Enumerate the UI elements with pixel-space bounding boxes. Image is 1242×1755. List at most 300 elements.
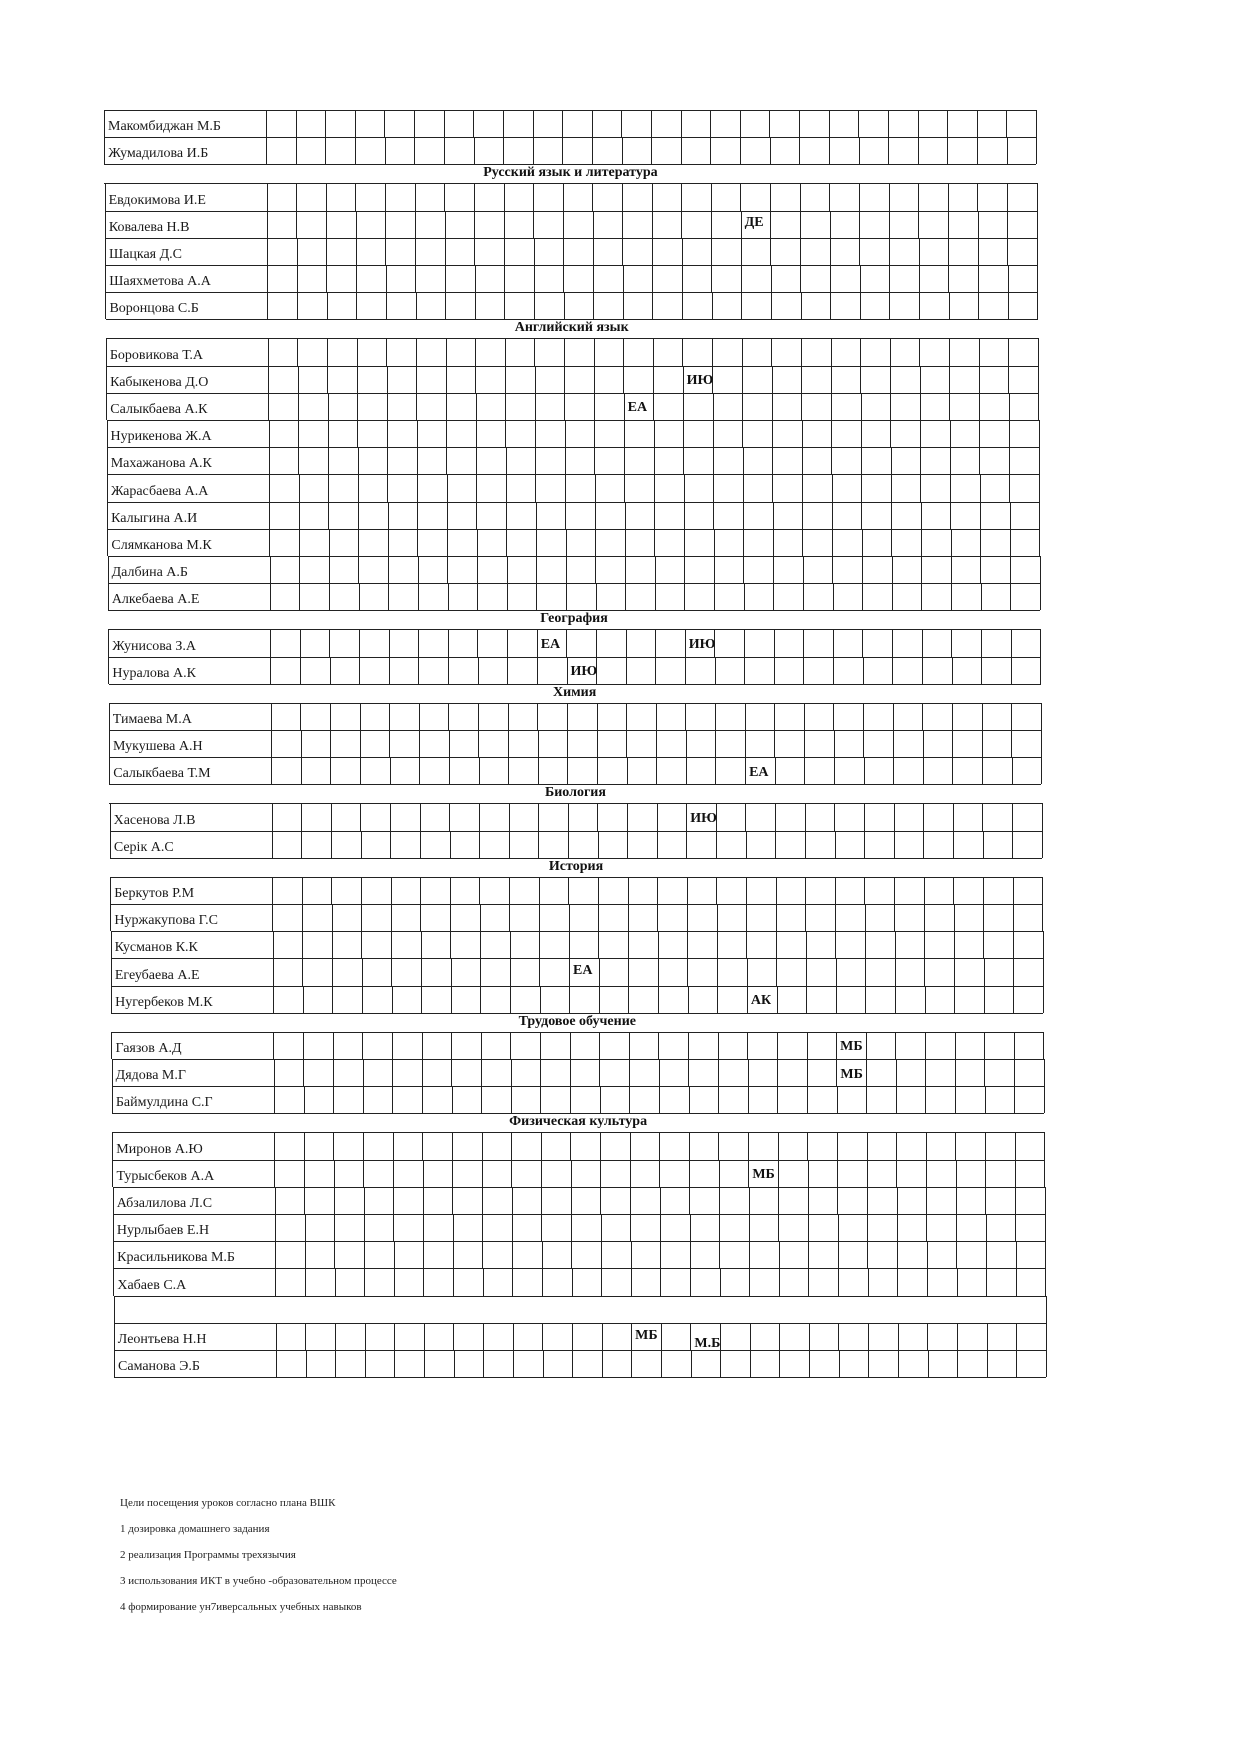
cell-divider: [713, 502, 714, 529]
cell-divider: [652, 238, 653, 265]
cell-divider: [743, 447, 744, 474]
cell-divider: [808, 1160, 809, 1187]
cell-divider: [330, 703, 331, 730]
cell-divider: [335, 1350, 336, 1377]
cell-divider: [1011, 703, 1012, 730]
cell-divider: [779, 1241, 780, 1268]
cell-divider: [744, 657, 745, 684]
teacher-row: [107, 529, 1039, 556]
cell-divider: [304, 1187, 305, 1214]
cell-divider: [270, 583, 271, 610]
visit-mark: МБ: [840, 1039, 863, 1055]
cell-divider: [592, 137, 593, 164]
visit-mark: МБ: [752, 1167, 775, 1183]
cell-divider: [270, 629, 271, 656]
cell-divider: [868, 1350, 869, 1377]
cell-divider: [980, 502, 981, 529]
visit-mark: ИЮ: [688, 636, 716, 652]
cell-divider: [570, 1032, 571, 1059]
row-rule: [110, 904, 1042, 905]
table-left-edge: [109, 730, 110, 757]
cell-divider: [508, 703, 509, 730]
cell-divider: [775, 803, 776, 830]
cell-divider: [596, 583, 597, 610]
row-rule: [106, 338, 1038, 339]
cell-divider: [836, 986, 837, 1013]
cell-divider: [538, 757, 539, 784]
cell-divider: [831, 420, 832, 447]
cell-divider: [394, 1268, 395, 1295]
cell-divider: [358, 556, 359, 583]
cell-divider: [414, 137, 415, 164]
cell-divider: [1007, 211, 1008, 238]
cell-divider: [390, 757, 391, 784]
row-rule: [113, 1268, 1045, 1269]
cell-divider: [450, 931, 451, 958]
cell-divider: [801, 366, 802, 393]
cell-divider: [452, 1086, 453, 1113]
cell-divider: [597, 757, 598, 784]
cell-divider: [474, 183, 475, 210]
cell-divider: [686, 803, 687, 830]
cell-divider: [272, 803, 273, 830]
cell-divider: [862, 529, 863, 556]
visit-mark: ИЮ: [686, 373, 714, 389]
cell-divider: [951, 556, 952, 583]
cell-divider: [571, 1214, 572, 1241]
cell-divider: [269, 474, 270, 501]
cell-divider: [921, 529, 922, 556]
table-left-edge: [110, 831, 111, 858]
cell-divider: [684, 556, 685, 583]
cell-divider: [330, 657, 331, 684]
teacher-name: Хасенова Л.В: [113, 812, 196, 828]
cell-divider: [629, 1059, 630, 1086]
cell-divider: [749, 1187, 750, 1214]
cell-divider: [477, 583, 478, 610]
cell-divider: [711, 238, 712, 265]
cell-divider: [1038, 338, 1039, 365]
row-rule: [109, 703, 1041, 704]
cell-divider: [770, 183, 771, 210]
cell-divider: [864, 803, 865, 830]
teacher-name: Баймулдина С.Г: [115, 1095, 213, 1111]
cell-divider: [563, 265, 564, 292]
cell-divider: [864, 877, 865, 904]
cell-divider: [301, 730, 302, 757]
cell-divider: [748, 1160, 749, 1187]
cell-divider: [511, 1086, 512, 1113]
row-rule: [107, 529, 1039, 530]
cell-divider: [656, 757, 657, 784]
cell-divider: [716, 831, 717, 858]
cell-divider: [513, 1350, 514, 1377]
table-left-edge: [107, 447, 108, 474]
visit-mark: ЕА: [627, 400, 648, 416]
cell-divider: [954, 958, 955, 985]
cell-divider: [982, 803, 983, 830]
cell-divider: [393, 1160, 394, 1187]
cell-divider: [422, 1032, 423, 1059]
cell-divider: [772, 420, 773, 447]
cell-divider: [563, 211, 564, 238]
cell-divider: [894, 904, 895, 931]
cell-divider: [273, 958, 274, 985]
cell-divider: [771, 292, 772, 319]
cell-divider: [387, 420, 388, 447]
cell-divider: [1014, 1032, 1015, 1059]
cell-divider: [543, 1350, 544, 1377]
cell-divider: [808, 1187, 809, 1214]
cell-divider: [364, 1268, 365, 1295]
cell-divider: [1009, 474, 1010, 501]
cell-divider: [394, 1350, 395, 1377]
cell-divider: [1008, 338, 1009, 365]
cell-divider: [773, 583, 774, 610]
cell-divider: [386, 338, 387, 365]
cell-divider: [359, 583, 360, 610]
cell-divider: [510, 931, 511, 958]
cell-divider: [951, 583, 952, 610]
cell-divider: [533, 137, 534, 164]
table-left-edge: [113, 1187, 114, 1214]
cell-divider: [867, 1187, 868, 1214]
cell-divider: [1043, 1032, 1044, 1059]
cell-divider: [1015, 1132, 1016, 1159]
cell-divider: [1010, 502, 1011, 529]
teacher-row: [108, 629, 1040, 656]
table-left-edge: [111, 958, 112, 985]
row-rule: [114, 1350, 1046, 1351]
cell-divider: [567, 657, 568, 684]
table-left-edge: [108, 556, 109, 583]
cell-divider: [860, 338, 861, 365]
subject-heading: Трудовое обучение: [518, 1013, 636, 1029]
cell-divider: [691, 1350, 692, 1377]
cell-divider: [482, 1187, 483, 1214]
cell-divider: [275, 1268, 276, 1295]
cell-divider: [868, 1268, 869, 1295]
cell-divider: [535, 420, 536, 447]
cell-divider: [979, 366, 980, 393]
cell-divider: [979, 420, 980, 447]
cell-divider: [863, 703, 864, 730]
cell-divider: [540, 986, 541, 1013]
cell-divider: [979, 393, 980, 420]
cell-divider: [328, 502, 329, 529]
cell-divider: [305, 1214, 306, 1241]
cell-divider: [898, 1323, 899, 1350]
cell-divider: [593, 238, 594, 265]
row-rule: [108, 629, 1040, 630]
cell-divider: [980, 556, 981, 583]
cell-divider: [421, 931, 422, 958]
cell-divider: [807, 1032, 808, 1059]
cell-divider: [385, 137, 386, 164]
teacher-row: [107, 420, 1039, 447]
cell-divider: [600, 1187, 601, 1214]
cell-divider: [536, 583, 537, 610]
visit-mark: М.Б: [694, 1335, 721, 1351]
cell-divider: [800, 265, 801, 292]
cell-divider: [1009, 447, 1010, 474]
cell-divider: [504, 265, 505, 292]
cell-divider: [539, 931, 540, 958]
cell-divider: [978, 265, 979, 292]
cell-divider: [385, 211, 386, 238]
cell-divider: [569, 904, 570, 931]
cell-divider: [1006, 110, 1007, 137]
cell-divider: [808, 1214, 809, 1241]
cell-divider: [829, 110, 830, 137]
teacher-name: Шацкая Д.С: [109, 246, 182, 262]
cell-divider: [479, 831, 480, 858]
cell-divider: [506, 474, 507, 501]
teacher-row: [112, 1059, 1044, 1086]
cell-divider: [420, 904, 421, 931]
cell-divider: [890, 393, 891, 420]
cell-divider: [690, 1241, 691, 1268]
cell-divider: [774, 703, 775, 730]
cell-divider: [302, 931, 303, 958]
subject-heading: Физическая культура: [509, 1114, 648, 1130]
cell-divider: [805, 831, 806, 858]
cell-divider: [749, 1241, 750, 1268]
row-rule: [107, 447, 1039, 448]
cell-divider: [570, 1086, 571, 1113]
teacher-name: Леонтьева Н.Н: [117, 1331, 207, 1347]
cell-divider: [630, 1132, 631, 1159]
cell-divider: [683, 366, 684, 393]
cell-divider: [748, 1059, 749, 1086]
cell-divider: [357, 420, 358, 447]
cell-divider: [659, 1132, 660, 1159]
row-rule: [105, 183, 1037, 184]
cell-divider: [628, 877, 629, 904]
cell-divider: [563, 183, 564, 210]
cell-divider: [563, 238, 564, 265]
teacher-row: [110, 831, 1042, 858]
cell-divider: [478, 730, 479, 757]
table-left-edge: [112, 1160, 113, 1187]
cell-divider: [893, 730, 894, 757]
cell-divider: [685, 703, 686, 730]
teacher-row: [110, 803, 1042, 830]
cell-divider: [948, 183, 949, 210]
cell-divider: [747, 1032, 748, 1059]
cell-divider: [774, 730, 775, 757]
cell-divider: [595, 556, 596, 583]
cell-divider: [512, 1241, 513, 1268]
cell-divider: [304, 1132, 305, 1159]
cell-divider: [741, 238, 742, 265]
cell-divider: [1037, 265, 1038, 292]
cell-divider: [889, 292, 890, 319]
cell-divider: [690, 1323, 691, 1350]
cell-divider: [417, 447, 418, 474]
teacher-name: Кусманов К.К: [114, 940, 198, 956]
cell-divider: [535, 366, 536, 393]
cell-divider: [476, 502, 477, 529]
cell-divider: [1014, 1059, 1015, 1086]
cell-divider: [772, 366, 773, 393]
cell-divider: [890, 366, 891, 393]
cell-divider: [477, 556, 478, 583]
cell-divider: [275, 1187, 276, 1214]
cell-divider: [687, 904, 688, 931]
cell-divider: [624, 420, 625, 447]
cell-divider: [801, 338, 802, 365]
cell-divider: [949, 366, 950, 393]
cell-divider: [420, 831, 421, 858]
cell-divider: [507, 583, 508, 610]
cell-divider: [444, 137, 445, 164]
cell-divider: [745, 803, 746, 830]
visit-mark: ЕА: [749, 764, 769, 780]
cell-divider: [923, 831, 924, 858]
cell-divider: [475, 366, 476, 393]
cell-divider: [450, 904, 451, 931]
cell-divider: [273, 986, 274, 1013]
cell-divider: [476, 447, 477, 474]
cell-divider: [1043, 931, 1044, 958]
cell-divider: [419, 757, 420, 784]
cell-divider: [831, 366, 832, 393]
cell-divider: [770, 137, 771, 164]
teacher-row: [108, 583, 1040, 610]
cell-divider: [897, 1241, 898, 1268]
cell-divider: [480, 958, 481, 985]
cell-divider: [355, 110, 356, 137]
teacher-name: Тимаева М.А: [112, 711, 192, 727]
cell-divider: [866, 1086, 867, 1113]
cell-divider: [481, 1086, 482, 1113]
cell-divider: [482, 1160, 483, 1187]
teacher-name: Ковалева Н.В: [108, 219, 190, 235]
cell-divider: [361, 904, 362, 931]
cell-divider: [769, 110, 770, 137]
cell-divider: [684, 502, 685, 529]
cell-divider: [928, 1350, 929, 1377]
cell-divider: [269, 502, 270, 529]
cell-divider: [800, 211, 801, 238]
cell-divider: [713, 393, 714, 420]
cell-divider: [947, 110, 948, 137]
cell-divider: [301, 831, 302, 858]
cell-divider: [297, 338, 298, 365]
teacher-row: [111, 1032, 1043, 1059]
cell-divider: [1039, 529, 1040, 556]
cell-divider: [415, 265, 416, 292]
cell-divider: [480, 931, 481, 958]
row-rule: [106, 366, 1038, 367]
cell-divider: [508, 730, 509, 757]
visit-mark: ИЮ: [570, 664, 598, 680]
cell-divider: [445, 238, 446, 265]
cell-divider: [271, 703, 272, 730]
cell-divider: [864, 831, 865, 858]
cell-divider: [831, 338, 832, 365]
teacher-name: Слямканова М.К: [111, 537, 212, 553]
cell-divider: [927, 1241, 928, 1268]
cell-divider: [1014, 1086, 1015, 1113]
cell-divider: [657, 831, 658, 858]
cell-divider: [950, 447, 951, 474]
cell-divider: [504, 183, 505, 210]
cell-divider: [984, 1059, 985, 1086]
cell-divider: [416, 292, 417, 319]
cell-divider: [1007, 137, 1008, 164]
cell-divider: [771, 338, 772, 365]
cell-divider: [955, 1032, 956, 1059]
cell-divider: [658, 986, 659, 1013]
cell-divider: [743, 556, 744, 583]
cell-divider: [362, 958, 363, 985]
teacher-row: [110, 877, 1042, 904]
cell-divider: [682, 238, 683, 265]
cell-divider: [631, 1350, 632, 1377]
cell-divider: [717, 904, 718, 931]
cell-divider: [1044, 1059, 1045, 1086]
cell-divider: [333, 1132, 334, 1159]
row-rule: [107, 474, 1039, 475]
cell-divider: [601, 1214, 602, 1241]
cell-divider: [326, 183, 327, 210]
teacher-name: Евдокимова И.Е: [108, 192, 206, 208]
cell-divider: [661, 1323, 662, 1350]
cell-divider: [889, 183, 890, 210]
teacher-name: Беркутов Р.М: [114, 885, 195, 901]
cell-divider: [924, 931, 925, 958]
cell-divider: [622, 238, 623, 265]
cell-divider: [1040, 583, 1041, 610]
cell-divider: [832, 556, 833, 583]
cell-divider: [480, 904, 481, 931]
cell-divider: [657, 904, 658, 931]
cell-divider: [807, 1059, 808, 1086]
cell-divider: [838, 1241, 839, 1268]
cell-divider: [957, 1350, 958, 1377]
cell-divider: [592, 183, 593, 210]
cell-divider: [689, 1187, 690, 1214]
cell-divider: [861, 447, 862, 474]
cell-divider: [330, 730, 331, 757]
cell-divider: [868, 1323, 869, 1350]
table-left-edge: [113, 1214, 114, 1241]
teacher-row: [107, 474, 1039, 501]
cell-divider: [954, 904, 955, 931]
cell-divider: [301, 757, 302, 784]
cell-divider: [624, 393, 625, 420]
cell-divider: [1037, 211, 1038, 238]
cell-divider: [1042, 803, 1043, 830]
teacher-name: Шаяхметова А.А: [109, 274, 211, 290]
cell-divider: [1008, 265, 1009, 292]
cell-divider: [838, 1214, 839, 1241]
cell-divider: [447, 556, 448, 583]
cell-divider: [1039, 474, 1040, 501]
cell-divider: [298, 447, 299, 474]
cell-divider: [474, 211, 475, 238]
cell-divider: [360, 730, 361, 757]
cell-divider: [863, 657, 864, 684]
table-left-edge: [104, 110, 105, 137]
table-left-edge: [111, 986, 112, 1013]
teacher-row: [111, 958, 1043, 985]
teacher-name: Жарасбаева А.А: [110, 483, 209, 499]
cell-divider: [417, 502, 418, 529]
cell-divider: [865, 904, 866, 931]
